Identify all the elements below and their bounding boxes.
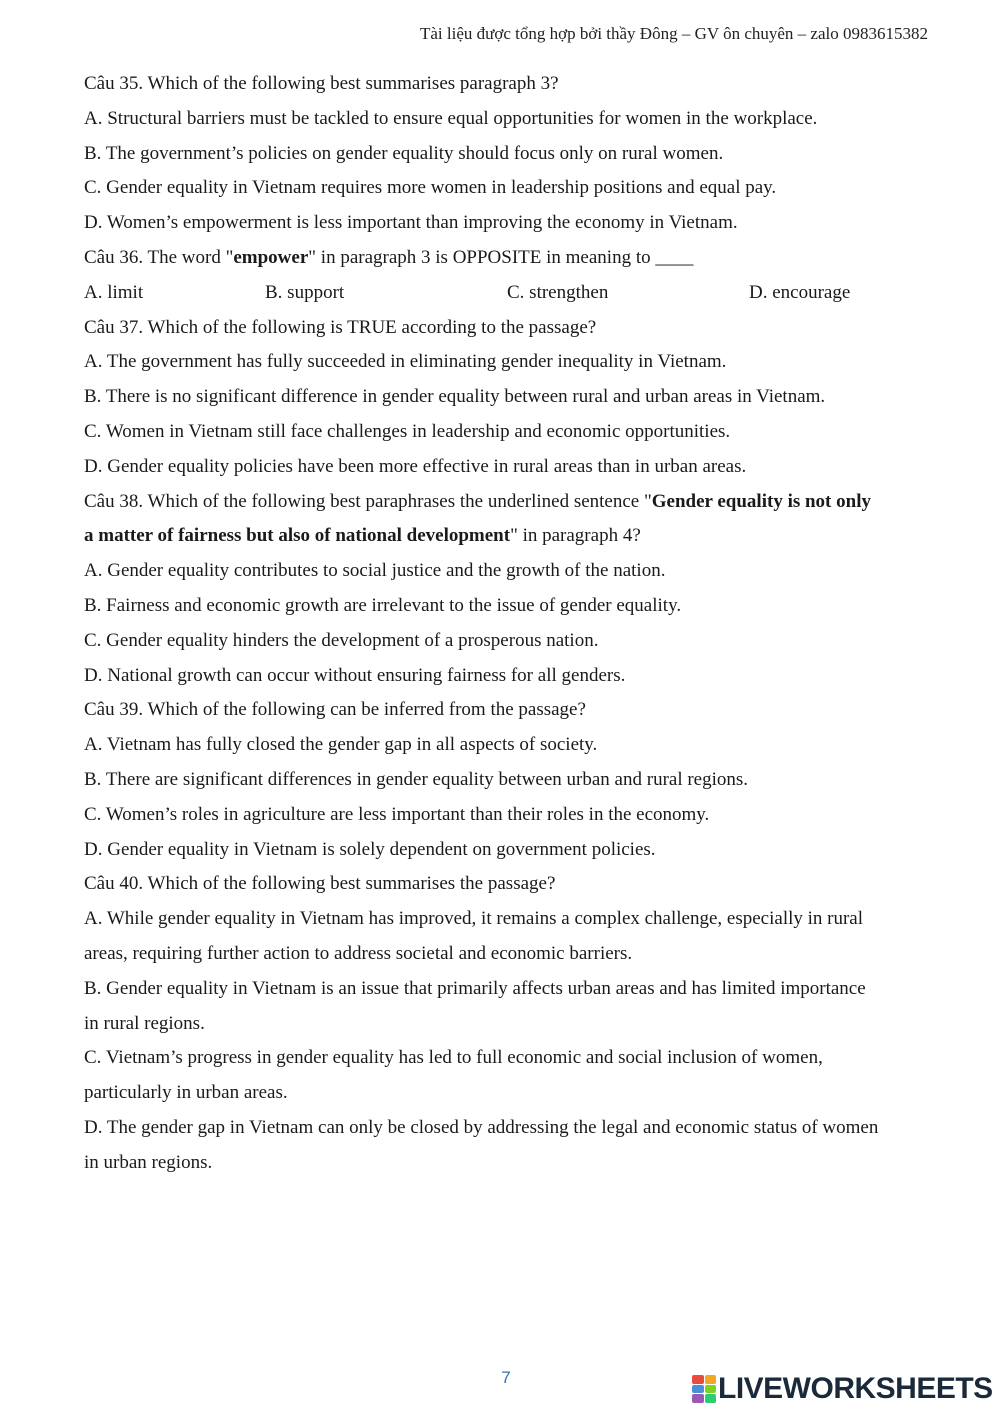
question-36-option-d[interactable]: D. encourage	[749, 281, 851, 303]
question-37-stem: Câu 37. Which of the following is TRUE according to the passage?	[84, 316, 597, 338]
question-40-option-d[interactable]	[84, 1111, 934, 1181]
question-36-keyword: empower	[233, 246, 309, 268]
question-40-option-c-line-1: C. Vietnam’s progress in gender equality has led to full economic and social inclusion of women,	[84, 1047, 823, 1069]
logo-square	[692, 1375, 704, 1384]
worksheet-content	[84, 67, 934, 1181]
question-35-option-b[interactable]: B. The government’s policies on gender equality should focus only on rural women.	[84, 142, 724, 164]
page-number: 7	[501, 1368, 511, 1387]
logo-square	[705, 1375, 717, 1384]
question-35-option-c[interactable]: C. Gender equality in Vietnam requires more women in leadership positions and equal pay.	[84, 177, 777, 199]
question-40-option-b-line-1: B. Gender equality in Vietnam is an issue that primarily affects urban areas and has limited importance	[84, 977, 866, 999]
question-40-stem: Câu 40. Which of the following best summarises the passage?	[84, 873, 556, 895]
question-35-stem: Câu 35. Which of the following best summarises paragraph 3?	[84, 73, 559, 94]
question-38-option-c[interactable]: C. Gender equality hinders the development of a prosperous nation.	[84, 629, 599, 651]
question-38-stem-pre: Câu 38. Which of the following best paraphrases the underlined sentence "	[84, 490, 652, 512]
question-37-option-d[interactable]: D. Gender equality policies have been more effective in rural areas than in urban areas.	[84, 455, 747, 477]
question-36-stem-post: " in paragraph 3 is OPPOSITE in meaning to ____	[308, 246, 694, 268]
page-header: Tài liệu được tổng hợp bởi thầy Đông – GV ôn chuyên – zalo 0983615382	[419, 24, 928, 43]
question-39-stem: Câu 39. Which of the following can be inferred from the passage?	[84, 699, 586, 721]
question-39-option-d[interactable]: D. Gender equality in Vietnam is solely dependent on government policies.	[84, 838, 656, 860]
logo-square	[705, 1385, 717, 1394]
logo-square	[692, 1385, 704, 1394]
question-38-option-d[interactable]: D. National growth can occur without ensuring fairness for all genders.	[84, 664, 626, 686]
question-36-option-c[interactable]: C. strengthen	[507, 281, 609, 303]
logo-square	[705, 1394, 717, 1403]
question-36-option-a[interactable]: A. limit	[84, 281, 144, 303]
question-38-stem-line-1	[84, 485, 934, 520]
question-40-option-a[interactable]	[84, 902, 934, 972]
question-37-option-a[interactable]: A. The government has fully succeeded in eliminating gender inequality in Vietnam.	[84, 351, 727, 373]
question-35-option-a[interactable]: A. Structural barriers must be tackled to ensure equal opportunities for women in the workplace.	[84, 107, 818, 129]
question-38-option-b[interactable]: B. Fairness and economic growth are irrelevant to the issue of gender equality.	[84, 594, 682, 616]
question-38-quoted-sentence-part-2: a matter of fairness but also of national development	[84, 525, 511, 547]
brand-name: LIVEWORKSHEETS	[718, 1372, 993, 1405]
question-40-option-a-line-2: areas, requiring further action to address societal and economic barriers.	[84, 942, 633, 964]
liveworksheets-logo-icon	[692, 1375, 716, 1403]
question-36-options	[84, 276, 934, 311]
question-38-stem-line-2	[84, 519, 934, 554]
question-39-option-c[interactable]: C. Women’s roles in agriculture are less important than their roles in the economy.	[84, 803, 710, 825]
logo-square	[692, 1394, 704, 1403]
question-40-option-c[interactable]	[84, 1041, 934, 1111]
question-37-option-b[interactable]: B. There is no significant difference in gender equality between rural and urban areas in Vietnam.	[84, 386, 826, 408]
question-38-quoted-sentence-part-1: Gender equality is not only	[651, 490, 871, 512]
question-36-stem	[84, 241, 934, 276]
question-40-option-c-line-2: particularly in urban areas.	[84, 1082, 288, 1104]
question-40-option-a-line-1: A. While gender equality in Vietnam has improved, it remains a complex challenge, especially in rural	[84, 908, 864, 930]
liveworksheets-brand[interactable]	[692, 1372, 993, 1406]
question-36-stem-pre: Câu 36. The word "	[84, 246, 234, 268]
question-39-option-a[interactable]: A. Vietnam has fully closed the gender gap in all aspects of society.	[84, 734, 598, 756]
question-40-option-b-line-2: in rural regions.	[84, 1012, 205, 1034]
question-40-option-b[interactable]	[84, 972, 934, 1042]
question-35-option-d[interactable]: D. Women’s empowerment is less important than improving the economy in Vietnam.	[84, 212, 738, 234]
question-40-option-d-line-1: D. The gender gap in Vietnam can only be closed by addressing the legal and economic status of women	[84, 1116, 879, 1138]
question-36-option-b[interactable]: B. support	[265, 281, 345, 303]
question-37-option-c[interactable]: C. Women in Vietnam still face challenges in leadership and economic opportunities.	[84, 420, 731, 442]
question-38-option-a[interactable]: A. Gender equality contributes to social justice and the growth of the nation.	[84, 560, 666, 582]
question-39-option-b[interactable]: B. There are significant differences in gender equality between urban and rural regions.	[84, 768, 749, 790]
question-38-stem-post: " in paragraph 4?	[510, 525, 641, 547]
question-40-option-d-line-2: in urban regions.	[84, 1151, 213, 1173]
